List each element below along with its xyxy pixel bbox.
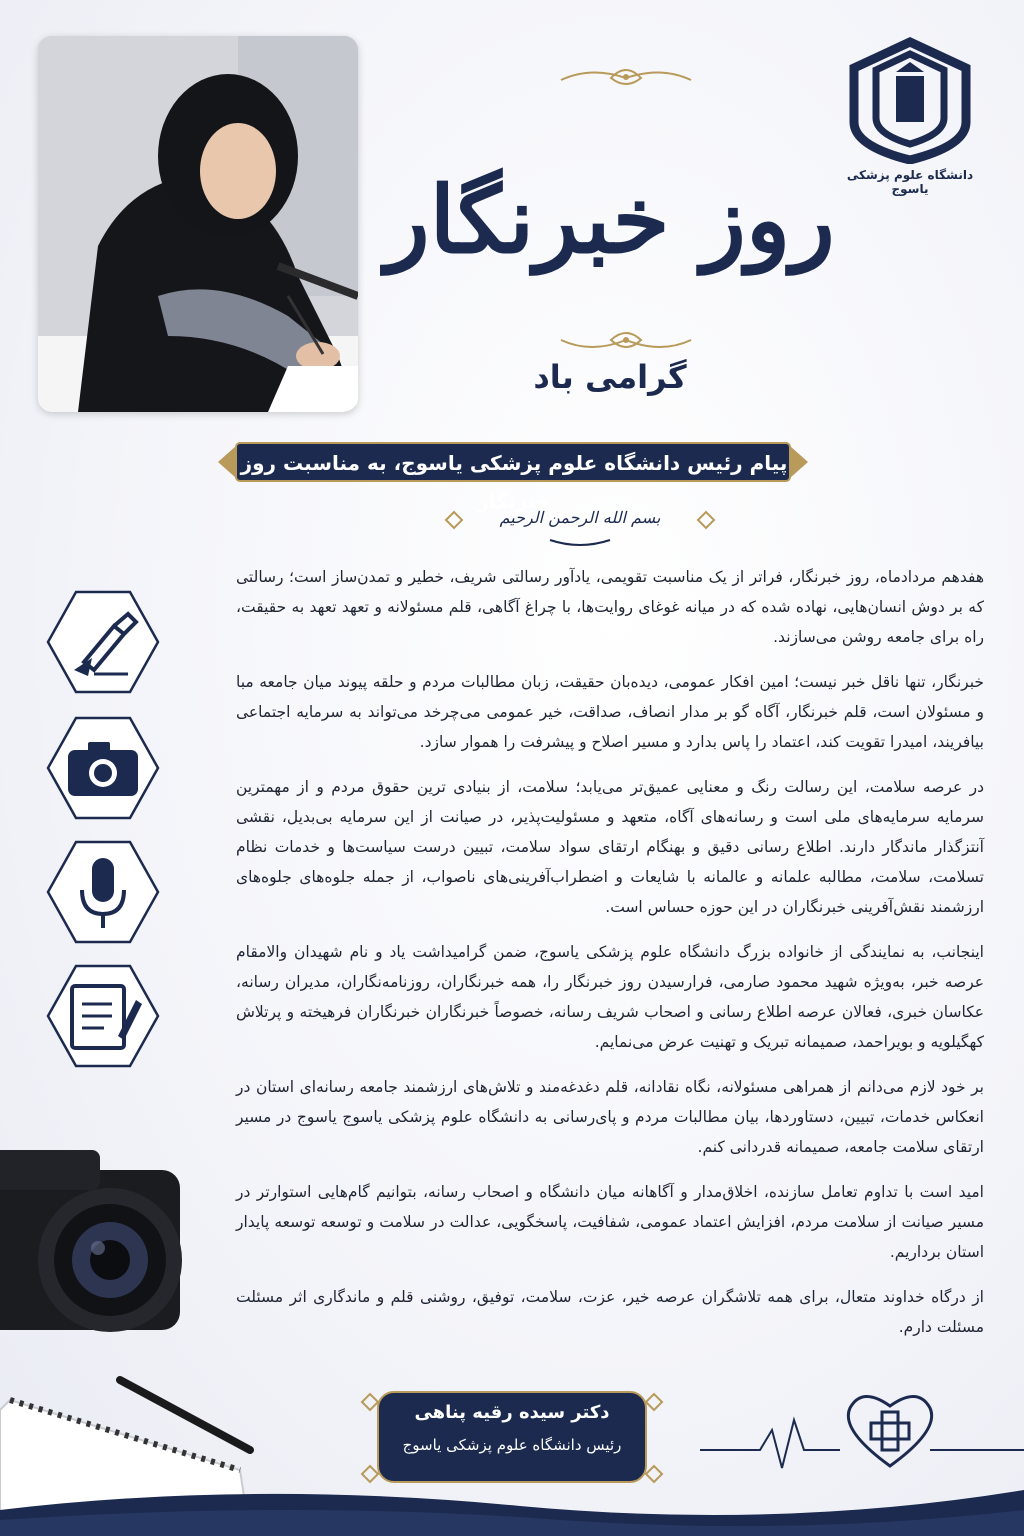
pen-icon: [44, 586, 162, 698]
paragraph-2: خبرنگار، تنها ناقل خبر نیست؛ امین افکار عمومی، دیده‌بان حقیقت، زبان مطالبات مردم و حلقه پیوند میان جامعه مبا و مسئولان است، قلم خبرنگار، آگاه گو بر مدار انصاف، صداقت، خیر عمومی می‌چرخد می‌تواند به سرمایه اجتماعی بیافریند، امیدرا تقویت کند، اعتماد را پاس بدارد و مسیر اصلاح و پیشرفت را هموار سازد.: [236, 673, 984, 751]
paragraph-6: امید است با تداوم تعامل سازنده، اخلاق‌مدار و آگاهانه میان دانشگاه و اصحاب رسانه، بتوانیم گام‌هایی استوارتر در مسیر صیانت از سلامت مردم، افزایش اعتماد عمومی، شفافیت، پاسخگویی، عدالت در سلامت و توسعه توسعه پایدار استان برداریم.: [236, 1183, 984, 1261]
paragraph-4: اینجانب، به نمایندگی از خانواده بزرگ دانشگاه علوم پزشکی یاسوج، ضمن گرامیداشت یاد و نام شهیدان والامقام عرصه خبر، به‌ویژه شهید محمود صارمی، فرارسیدن روز خبرنگار را، همه خبرنگاران، روزنامه‌نگاران، مدیران رسانه، عکاسان خبری، فعالان عرصه اطلاع رسانی و اصحاب شریف رسانه، خصوصاً خبرنگاران خبرنگاران فرهیخته و پرتلاش کهگیلویه و بویراحمد، صمیمانه تبریک و تهنیت عرض می‌نمایم.: [236, 943, 984, 1051]
notepad-icon: [44, 960, 162, 1072]
ornament-top-icon: [556, 62, 696, 92]
signature-name: دکتر سیده رقیه پناهی: [414, 1402, 610, 1423]
paragraph-3: در عرصه سلامت، این رسالت رنگ و معنایی عمیق‌تر می‌یابد؛ سلامت، از بنیادی ترین حقوق مردم و از مهمترین سرمایه سرمایه‌های ملی است و رسانه‌های آگاه، متعهد و مسئولیت‌پذیر، در صیانت از این سرمایه بی‌بدیل، نقشی آنتزگذار ماندگار دارند. اطلاع رسانی دقیق و بهنگام ارتقای سواد سلامت، تبیین درست سیاست‌ها و خدمات نظام تسلامت، سلامت، مطالبه علمانه و عالمانه با شایعات و اضطراب‌آفرینی‌های ناصواب، از جمله جلوه‌های جلوه‌های ارزشمند نقش‌آفرینی خبرنگاران در این حوزه حساس است.: [236, 778, 984, 916]
microphone-icon: [44, 836, 162, 948]
message-body: [236, 562, 984, 1357]
paragraph-5: بر خود لازم می‌دانم از همراهی مسئولانه، نگاه نقادانه، قلم دغدغه‌مند و تلاش‌های ارزشمند جامعه رسانه‌ای استان در انعکاس خدمات، تبیین، دستاوردها، بیان مطالبات مردم و پای‌رسانی به دانشگاه علوم پزشکی یاسوج یاسوج در مسیر ارتقای سلامت جامعه، صمیمانه قدردانی کنم.: [236, 1078, 984, 1156]
banner-title: پیام رئیس دانشگاه علوم پزشکی یاسوج، به مناسبت روز خبرنگار: [240, 451, 788, 513]
page-subtitle: گرامی باد: [533, 358, 687, 396]
heartbeat-heart-icon: [700, 1380, 1024, 1480]
page-title: روز خبرنگار: [385, 166, 835, 274]
university-emblem-icon: [846, 36, 974, 164]
signature-role: رئیس دانشگاه علوم پزشکی یاسوج: [402, 1436, 622, 1454]
portrait-photo: [38, 36, 358, 412]
ornament-middle-icon: [556, 326, 696, 356]
camera-icon: [44, 712, 162, 824]
university-logo: [846, 36, 974, 196]
paragraph-1: هفدهم مردادماه، روز خبرنگار، فراتر از یک مناسبت تقویمی، یادآور رسالتی شریف، خطیر و تمدن‌ساز است؛ رسالتی که بر دوش انسان‌هایی، نهاده شده که در میانه غوغای روایت‌ها، با چراغ آگاهی، قلم مسئولانه و تعهد تعهد به حقیقت، راه برای جامعه روشن می‌سازند.: [236, 568, 984, 646]
bismillah-text: بسم الله الرحمن الرحیم: [499, 508, 661, 527]
paragraph-7: از درگاه خداوند متعال، برای همه تلاشگران عرصه خیر، عزت، سلامت، توفیق، روشنی قلم و ماندگاری اثر مسئلت مسئلت دارم.: [236, 1288, 984, 1336]
logo-caption: دانشگاه علوم پزشکی یاسوج: [846, 168, 974, 196]
